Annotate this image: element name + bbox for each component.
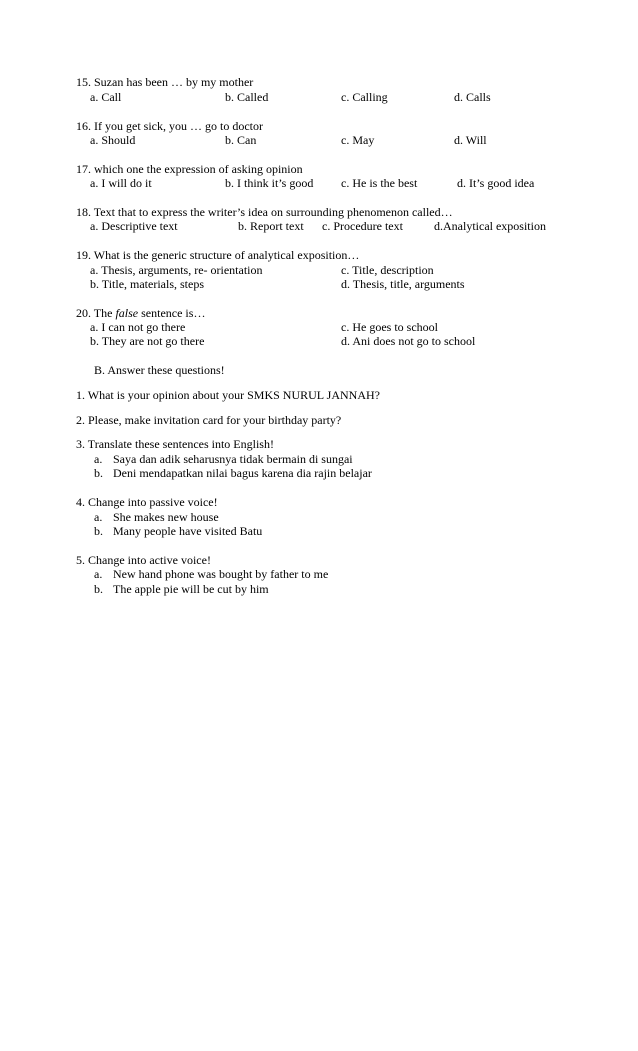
q20-prefix: 20. The (76, 306, 116, 320)
q20-option-b: b. They are not go there (90, 334, 205, 348)
essay-question-1: 1. What is your opinion about your SMKS NURUL JANNAH? (76, 388, 380, 402)
q18-option-b: b. Report text (238, 219, 304, 233)
essay-question-2: 2. Please, make invitation card for your birthday party? (76, 413, 342, 427)
q4-item-b: Many people have visited Batu (113, 524, 263, 538)
q16-option-b: b. Can (225, 133, 257, 147)
q16-option-d: d. Will (454, 133, 487, 147)
q20-emphasis: false (115, 306, 139, 320)
q4-item-a-label: a. (94, 510, 103, 524)
q18-option-a: a. Descriptive text (90, 219, 178, 233)
q15-option-a: a. Call (90, 90, 122, 104)
section-b-heading: B. Answer these questions! (94, 363, 225, 377)
q5-item-b: The apple pie will be cut by him (113, 582, 269, 596)
q20-option-d: d. Ani does not go to school (341, 334, 476, 348)
q20-option-a: a. I can not go there (90, 320, 186, 334)
q5-item-b-label: b. (94, 582, 103, 596)
q16-option-c: c. May (341, 133, 375, 147)
q17-option-c: c. He is the best (341, 176, 418, 190)
question-15: 15. Suzan has been … by my mother (76, 75, 254, 89)
essay-question-5: 5. Change into active voice! (76, 553, 211, 567)
q20-option-c: c. He goes to school (341, 320, 438, 334)
essay-question-3: 3. Translate these sentences into English! (76, 437, 274, 451)
question-17: 17. which one the expression of asking opinion (76, 162, 303, 176)
question-16: 16. If you get sick, you … go to doctor (76, 119, 263, 133)
q4-item-b-label: b. (94, 524, 103, 538)
q17-option-b: b. I think it’s good (225, 176, 314, 190)
q18-option-c: c. Procedure text (322, 219, 403, 233)
q19-option-b: b. Title, materials, steps (90, 277, 204, 291)
q18-option-d: d.Analytical exposition (434, 219, 546, 233)
q15-option-c: c. Calling (341, 90, 388, 104)
q17-option-d: d. It’s good idea (457, 176, 535, 190)
q5-item-a: New hand phone was bought by father to me (113, 567, 329, 581)
q3-item-a-label: a. (94, 452, 103, 466)
q3-item-a: Saya dan adik seharusnya tidak bermain di sungai (113, 452, 353, 466)
essay-question-4: 4. Change into passive voice! (76, 495, 218, 509)
q3-item-b: Deni mendapatkan nilai bagus karena dia rajin belajar (113, 466, 372, 480)
q17-option-a: a. I will do it (90, 176, 152, 190)
q20-suffix: sentence is… (138, 306, 206, 320)
question-19: 19. What is the generic structure of analytical exposition… (76, 248, 360, 262)
q19-option-a: a. Thesis, arguments, re- orientation (90, 263, 263, 277)
q3-item-b-label: b. (94, 466, 103, 480)
question-20 (76, 306, 205, 320)
q16-option-a: a. Should (90, 133, 136, 147)
question-18: 18. Text that to express the writer’s idea on surrounding phenomenon called… (76, 205, 453, 219)
q19-option-d: d. Thesis, title, arguments (341, 277, 465, 291)
q15-option-d: d. Calls (454, 90, 491, 104)
q15-option-b: b. Called (225, 90, 269, 104)
q5-item-a-label: a. (94, 567, 103, 581)
q19-option-c: c. Title, description (341, 263, 434, 277)
q4-item-a: She makes new house (113, 510, 219, 524)
